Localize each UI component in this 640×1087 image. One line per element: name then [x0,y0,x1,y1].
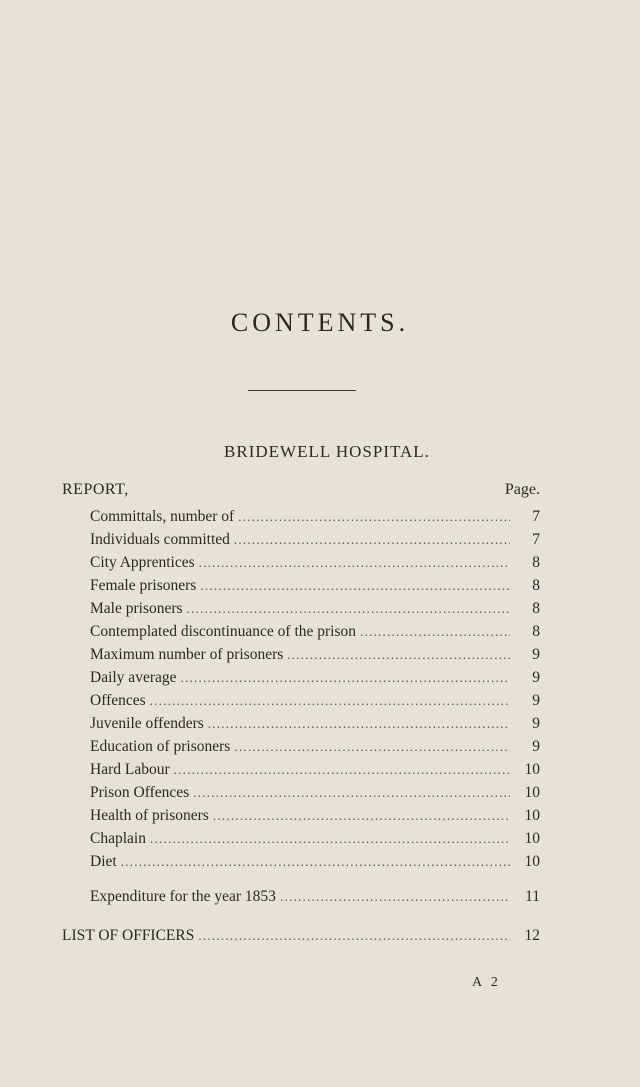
toc-entry-page: 10 [524,853,540,870]
toc-entry-label: Education of prisoners [90,738,231,755]
leader-dots [198,925,510,947]
toc-entry [90,667,540,689]
toc-entry-label: City Apprentices [90,554,195,571]
toc-entry-expenditure [90,886,540,908]
toc-entry-page: 12 [524,927,540,944]
toc-entry-page: 8 [532,600,540,617]
leader-dots [360,621,510,643]
toc-entry-page: 7 [532,531,540,548]
toc-entry-page: 10 [524,761,540,778]
toc-entry [90,506,540,528]
leader-dots [234,736,510,758]
toc-entry [90,713,540,735]
toc-entry-page: 10 [524,807,540,824]
toc-entry-label: Committals, number of [90,508,235,525]
leader-dots [150,828,510,850]
toc-entry-page: 10 [524,784,540,801]
leader-dots [287,644,510,666]
section-subtitle: BRIDEWELL HOSPITAL. [224,442,430,461]
toc-entry-label: Health of prisoners [90,807,209,824]
toc-entry-page: 7 [532,508,540,525]
toc-entry-label: LIST OF OFFICERS [62,927,195,944]
toc-entry-label: Diet [90,853,117,870]
leader-dots [121,851,510,873]
leader-dots [234,529,510,551]
report-heading: REPORT, [62,481,129,498]
toc-entry-page: 9 [532,715,540,732]
toc-entry [90,690,540,712]
toc-entry-label: Individuals committed [90,531,230,548]
toc-entry [90,782,540,804]
toc-entry [90,598,540,620]
leader-dots [213,805,510,827]
toc-entry-page: 10 [524,830,540,847]
leader-dots [238,506,510,528]
toc-entry [90,736,540,758]
toc-entry-page: 8 [532,623,540,640]
toc-entry-page: 9 [532,738,540,755]
toc-entry-label: Offences [90,692,146,709]
signature-mark: A 2 [472,975,501,990]
leader-dots [181,667,511,689]
leader-dots [174,759,510,781]
toc-entry [90,575,540,597]
toc-entry-page: 11 [525,888,540,905]
toc-entry [90,621,540,643]
leader-dots [208,713,510,735]
toc-entry-officers [62,925,540,947]
toc-entry [90,805,540,827]
toc-entry-label: Juvenile offenders [90,715,204,732]
toc-entry-label: Female prisoners [90,577,197,594]
leader-dots [200,575,510,597]
toc-entry [90,529,540,551]
toc-entry [90,759,540,781]
toc-entry-page: 8 [532,577,540,594]
toc-entry-label: Prison Offences [90,784,190,801]
toc-entry-label: Expenditure for the year 1853 [90,888,276,905]
toc-entry [90,851,540,873]
toc-entry-label: Male prisoners [90,600,183,617]
toc-entry [90,644,540,666]
leader-dots [193,782,510,804]
page-title: CONTENTS. [230,308,410,337]
leader-dots [280,886,510,908]
toc-entry-page: 8 [532,554,540,571]
toc-entry-label: Daily average [90,669,177,686]
toc-entry-page: 9 [532,669,540,686]
toc-entry-label: Contemplated discontinuance of the prison [90,623,357,640]
leader-dots [150,690,510,712]
toc-entry [90,828,540,850]
leader-dots [199,552,510,574]
toc-entry-label: Chaplain [90,830,146,847]
leader-dots [187,598,510,620]
toc-entry-page: 9 [532,646,540,663]
page-column-heading: Page. [504,481,540,498]
toc-entry [90,552,540,574]
toc-entry-label: Maximum number of prisoners [90,646,284,663]
toc-entry-label: Hard Labour [90,761,170,778]
toc-entry-page: 9 [532,692,540,709]
title-divider [248,390,356,391]
